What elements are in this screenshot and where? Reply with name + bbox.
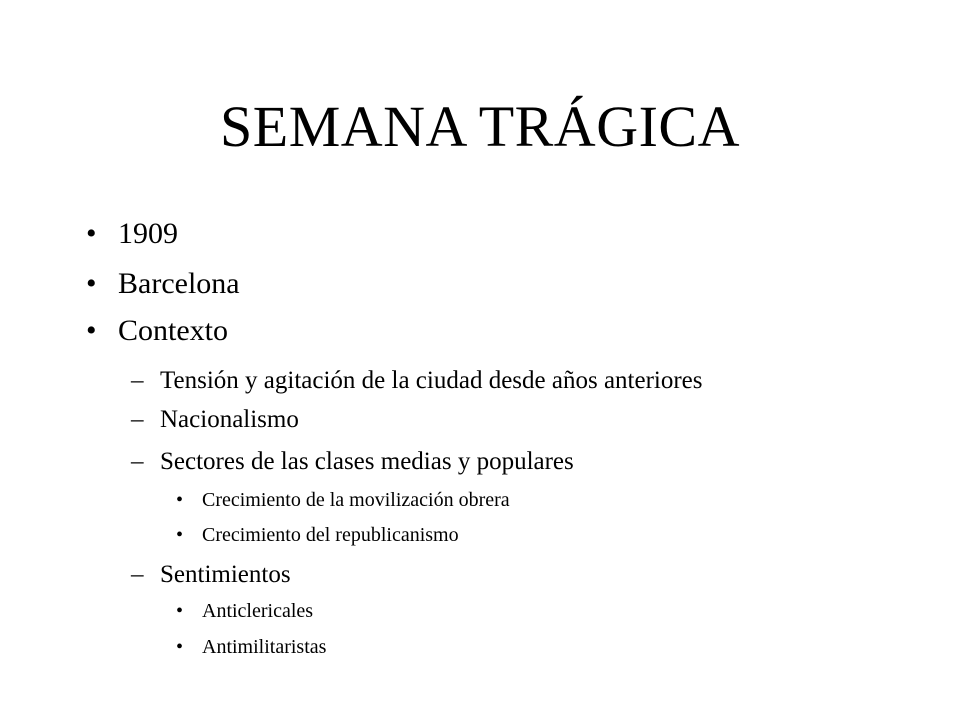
sub-sub-bullet-text: Anticlericales (202, 600, 314, 622)
sub-bullet-text: Sectores de las clases medias y populares (160, 448, 574, 475)
bullet-dot-icon: • (176, 600, 184, 622)
bullet-dot-icon: • (176, 489, 184, 511)
slide-title: SEMANA TRÁGICA (220, 94, 740, 159)
bullet-dash-icon: – (131, 448, 144, 475)
sub-bullet-text: Sentimientos (160, 561, 291, 588)
bullet-dot-icon: • (176, 636, 184, 658)
bullet-text: 1909 (118, 217, 178, 250)
bullet-dot-icon: • (86, 314, 97, 347)
sub-sub-bullet-text: Crecimiento del republicanismo (202, 524, 459, 546)
bullet-dash-icon: – (131, 367, 144, 394)
bullet-dash-icon: – (131, 406, 144, 433)
bullet-dot-icon: • (176, 524, 184, 546)
sub-bullet-text: Tensión y agitación de la ciudad desde años anteriores (160, 367, 703, 394)
bullet-dot-icon: • (86, 267, 97, 300)
bullet-text: Contexto (118, 314, 228, 347)
sub-bullet-text: Nacionalismo (160, 406, 299, 433)
sub-sub-bullet-text: Antimilitaristas (202, 636, 327, 658)
bullet-dash-icon: – (131, 561, 144, 588)
bullet-text: Barcelona (118, 267, 240, 300)
sub-sub-bullet-text: Crecimiento de la movilización obrera (202, 489, 510, 511)
bullet-dot-icon: • (86, 217, 97, 250)
